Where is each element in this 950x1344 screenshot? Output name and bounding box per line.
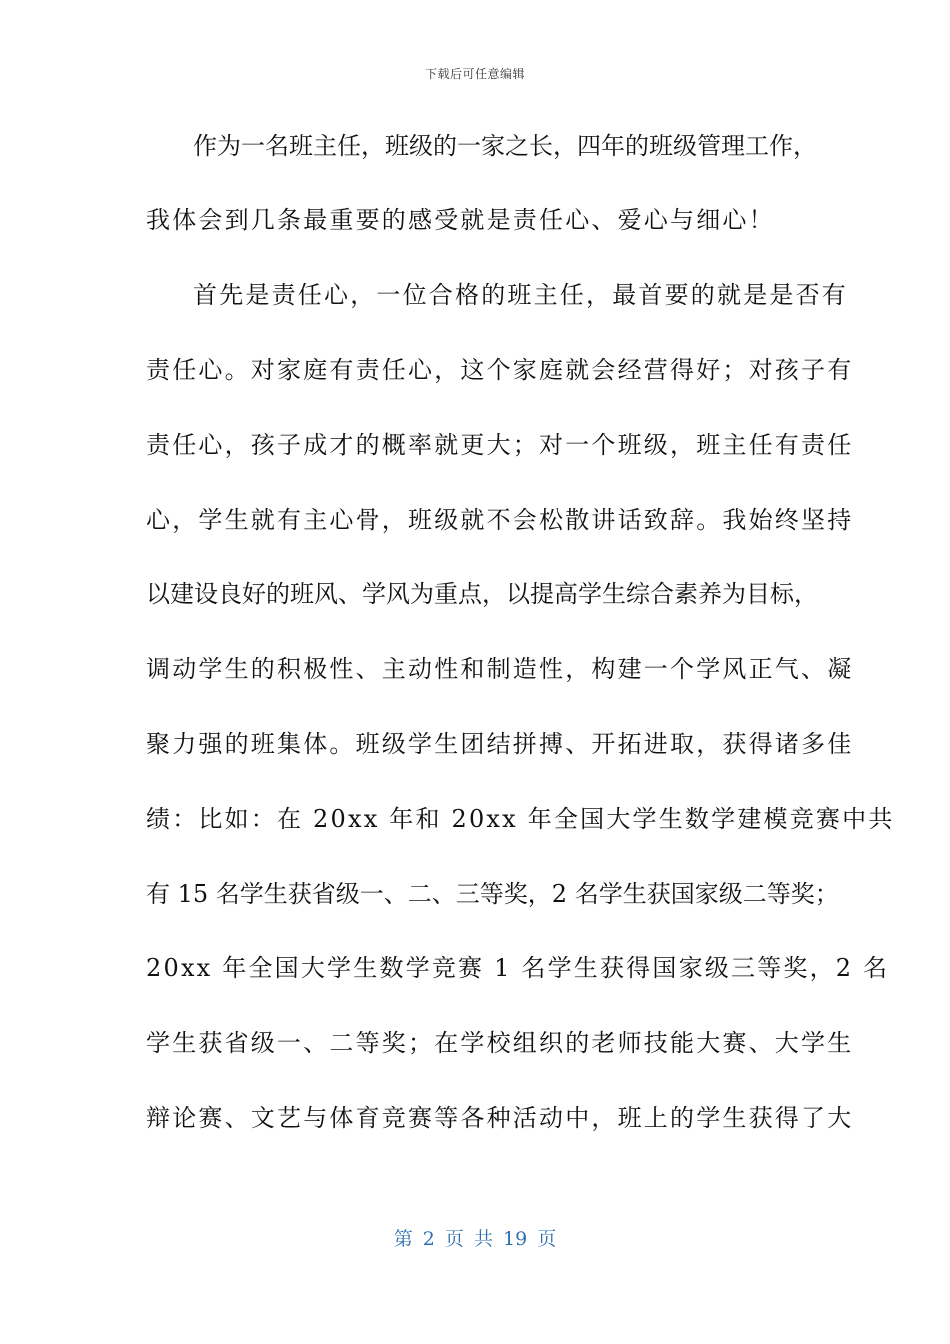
text-line: 责任心，孩子成才的概率就更大；对一个班级，班主任有责任 <box>146 431 854 459</box>
page-number: 第 2 页 共 19 页 <box>393 1228 557 1250</box>
text-line: 学生获省级一、二等奖；在学校组织的老师技能大赛、大学生 <box>146 1029 854 1057</box>
page-header: 下载后可任意编辑 <box>424 67 525 81</box>
text-line: 首先是责任心，一位合格的班主任，最首要的就是是否有 <box>193 281 848 309</box>
text-line: 调动学生的积极性、主动性和制造性，构建一个学风正气、凝 <box>146 655 854 683</box>
text-line: 聚力强的班集体。班级学生团结拼搏、开拓进取，获得诸多佳 <box>146 730 854 758</box>
text-line: 20xx 年全国大学生数学竞赛 1 名学生获得国家级三等奖，2 名 <box>146 954 890 982</box>
text-line: 心，学生就有主心骨，班级就不会松散讲话致辞。我始终坚持 <box>146 506 854 534</box>
text-line: 责任心。对家庭有责任心，这个家庭就会经营得好；对孩子有 <box>146 356 854 384</box>
text-line: 绩：比如：在 20xx 年和 20xx 年全国大学生数学建模竞赛中共 <box>146 805 895 833</box>
text-line: 我体会到几条最重要的感受就是责任心、爱心与细心！ <box>146 206 775 234</box>
text-line: 辩论赛、文艺与体育竞赛等各种活动中，班上的学生获得了大 <box>146 1104 854 1132</box>
text-line: 以建设良好的班风、学风为重点，以提高学生综合素养为目标， <box>146 580 818 608</box>
text-line: 有 15 名学生获省级一、二、三等奖，2 名学生获国家级二等奖； <box>146 880 839 908</box>
text-line: 作为一名班主任，班级的一家之长，四年的班级管理工作， <box>193 132 817 160</box>
